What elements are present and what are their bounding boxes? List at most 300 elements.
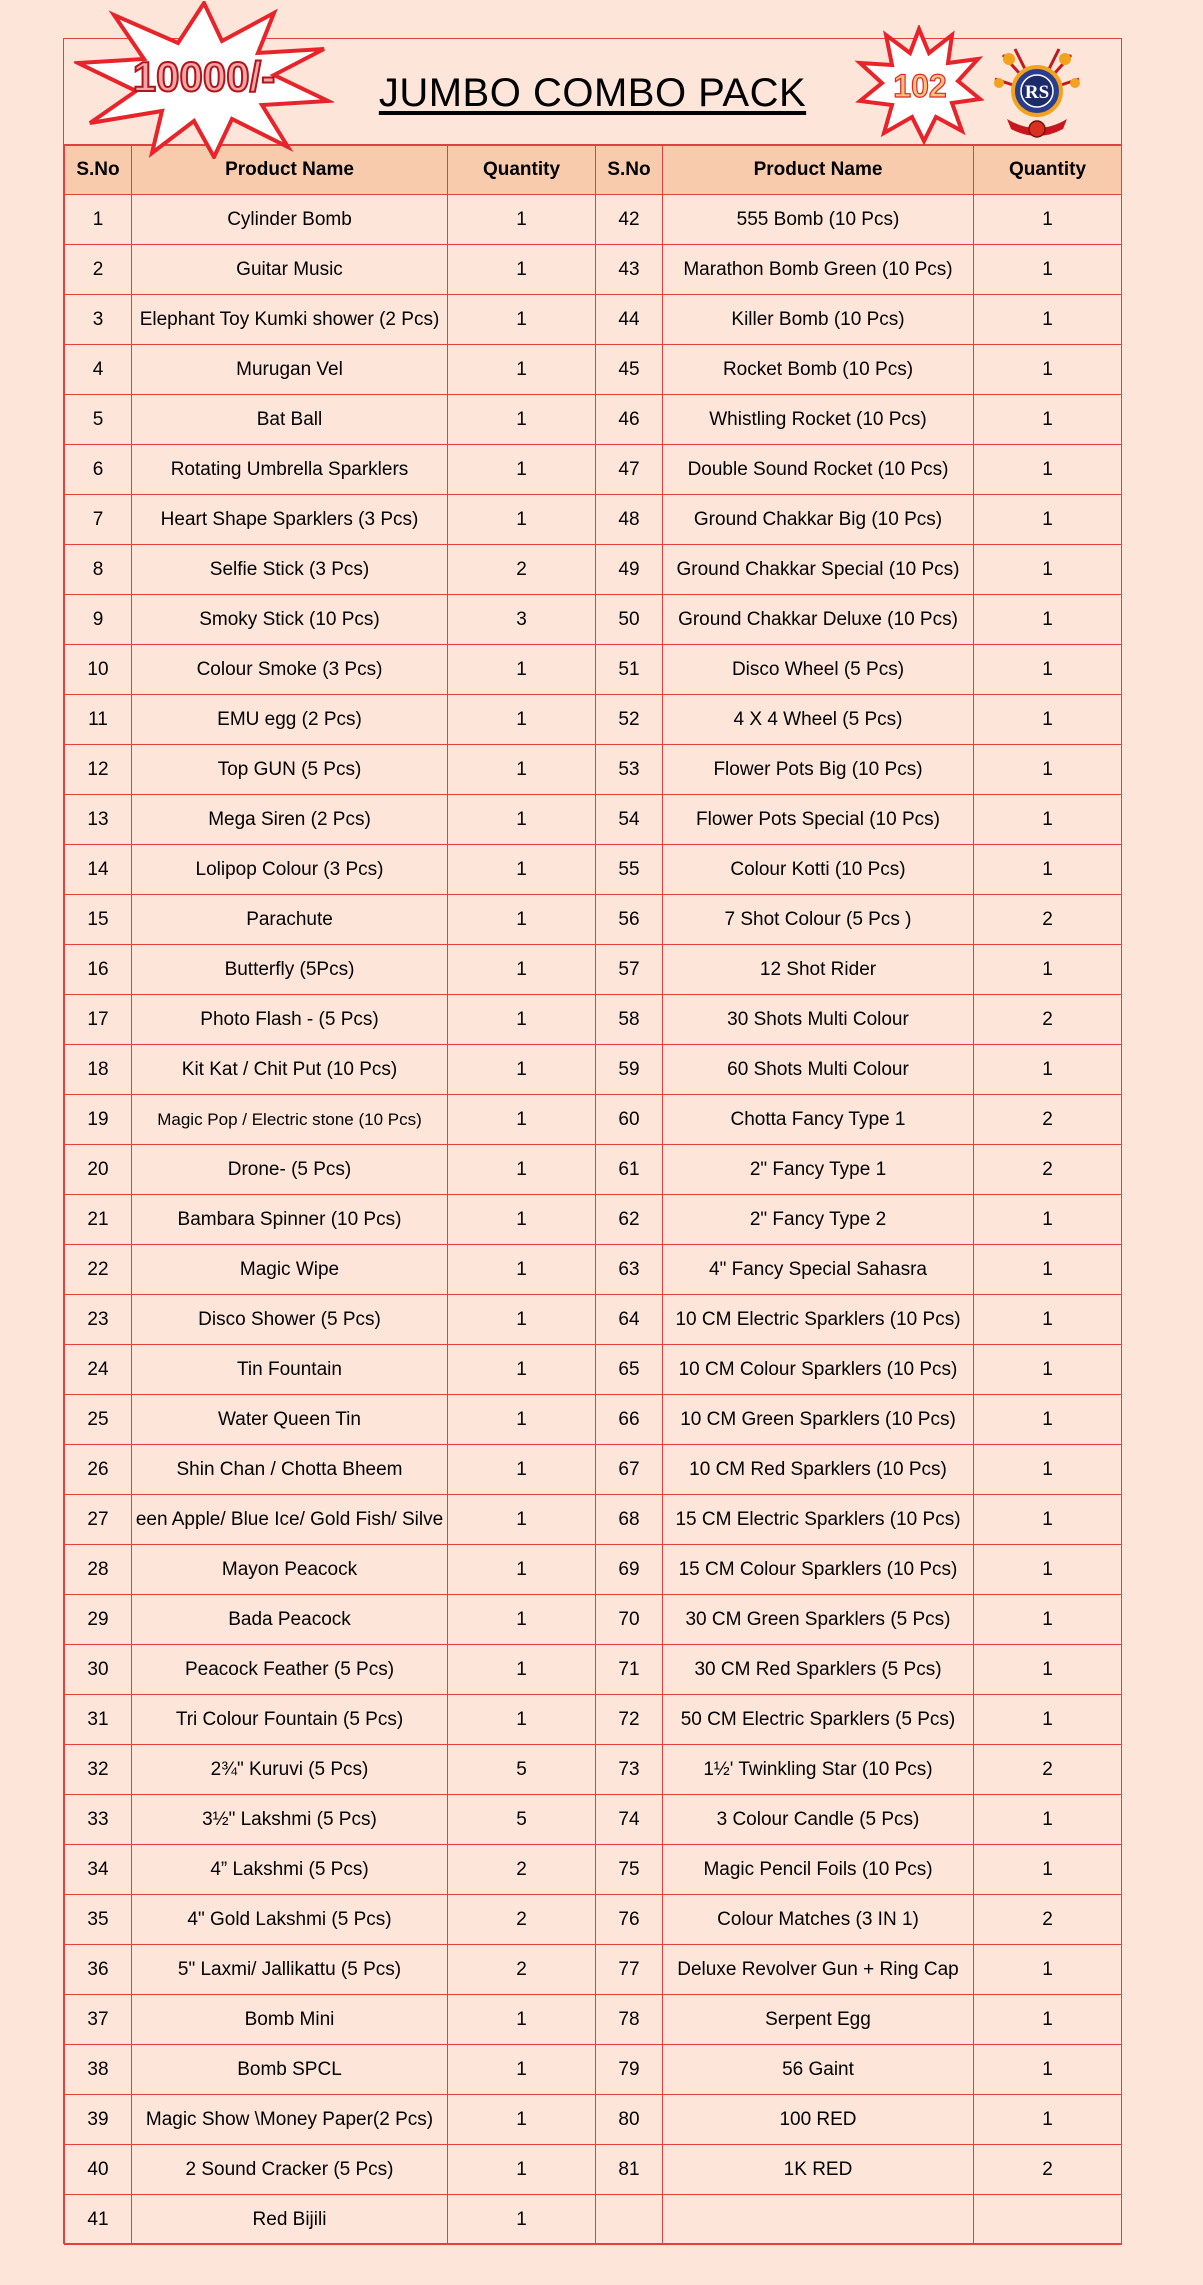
price-badge-text: 10000/- <box>132 53 276 100</box>
cell-product-name: 10 CM Red Sparklers (10 Pcs) <box>663 1445 974 1495</box>
cell-product-name: Flower Pots Special (10 Pcs) <box>663 795 974 845</box>
cell-sno: 19 <box>65 1095 132 1145</box>
cell-quantity: 1 <box>974 1695 1122 1745</box>
cell-sno: 50 <box>596 595 663 645</box>
cell-quantity: 1 <box>448 2095 596 2145</box>
cell-product-name: Guitar Music <box>132 245 448 295</box>
cell-sno: 28 <box>65 1545 132 1595</box>
cell-product-name: Cylinder Bomb <box>132 195 448 245</box>
cell-product-name: Killer Bomb (10 Pcs) <box>663 295 974 345</box>
cell-quantity: 1 <box>974 1445 1122 1495</box>
cell-sno: 75 <box>596 1845 663 1895</box>
table-row <box>65 545 1122 595</box>
cell-quantity: 1 <box>974 2045 1122 2095</box>
cell-sno: 11 <box>65 695 132 745</box>
cell-product-name: Peacock Feather (5 Pcs) <box>132 1645 448 1695</box>
cell-product-name: Smoky Stick (10 Pcs) <box>132 595 448 645</box>
table-row <box>65 495 1122 545</box>
cell-sno: 26 <box>65 1445 132 1495</box>
table-row <box>65 2045 1122 2095</box>
cell-quantity: 2 <box>974 895 1122 945</box>
cell-product-name: Magic Show \Money Paper(2 Pcs) <box>132 2095 448 2145</box>
cell-sno: 44 <box>596 295 663 345</box>
cell-quantity: 1 <box>974 2095 1122 2145</box>
cell-product-name: Drone- (5 Pcs) <box>132 1145 448 1195</box>
cell-quantity: 1 <box>974 1595 1122 1645</box>
cell-product-name: Colour Smoke (3 Pcs) <box>132 645 448 695</box>
cell-product-name: Ground Chakkar Special (10 Pcs) <box>663 545 974 595</box>
cell-product-name: Ground Chakkar Deluxe (10 Pcs) <box>663 595 974 645</box>
cell-sno: 79 <box>596 2045 663 2095</box>
cell-sno: 47 <box>596 445 663 495</box>
cell-quantity: 1 <box>448 1045 596 1095</box>
cell-product-name: een Apple/ Blue Ice/ Gold Fish/ Silve <box>132 1495 448 1545</box>
cell-quantity: 2 <box>974 2145 1122 2195</box>
cell-product-name: 4 X 4 Wheel (5 Pcs) <box>663 695 974 745</box>
cell-quantity: 5 <box>448 1795 596 1845</box>
logo-text: RS <box>1024 82 1050 103</box>
table-row <box>65 1695 1122 1745</box>
cell-quantity: 1 <box>974 1295 1122 1345</box>
cell-product-name: 10 CM Electric Sparklers (10 Pcs) <box>663 1295 974 1345</box>
cell-quantity: 1 <box>448 1695 596 1745</box>
table-row <box>65 1195 1122 1245</box>
cell-sno: 25 <box>65 1395 132 1445</box>
cell-sno: 51 <box>596 645 663 695</box>
cell-product-name: 7 Shot Colour (5 Pcs ) <box>663 895 974 945</box>
table-row <box>65 1945 1122 1995</box>
cell-sno: 23 <box>65 1295 132 1345</box>
table-row <box>65 845 1122 895</box>
table-row <box>65 1395 1122 1445</box>
cell-sno: 6 <box>65 445 132 495</box>
table-row <box>65 445 1122 495</box>
cell-product-name: Magic Pop / Electric stone (10 Pcs) <box>132 1095 448 1145</box>
cell-product-name: Top GUN (5 Pcs) <box>132 745 448 795</box>
cell-sno: 27 <box>65 1495 132 1545</box>
table-row <box>65 2195 1122 2245</box>
table-row <box>65 1645 1122 1695</box>
cell-product-name: Bomb SPCL <box>132 2045 448 2095</box>
cell-sno: 16 <box>65 945 132 995</box>
cell-quantity: 1 <box>448 1145 596 1195</box>
cell-product-name: 1½' Twinkling Star (10 Pcs) <box>663 1745 974 1795</box>
cell-sno: 8 <box>65 545 132 595</box>
table-row <box>65 295 1122 345</box>
cell-sno: 36 <box>65 1945 132 1995</box>
cell-quantity: 1 <box>448 1595 596 1645</box>
cell-sno: 63 <box>596 1245 663 1295</box>
cell-product-name: Rocket Bomb (10 Pcs) <box>663 345 974 395</box>
cell-product-name: Magic Pencil Foils (10 Pcs) <box>663 1845 974 1895</box>
cell-product-name: Disco Shower (5 Pcs) <box>132 1295 448 1345</box>
cell-quantity: 1 <box>448 2045 596 2095</box>
cell-quantity: 1 <box>974 1195 1122 1245</box>
cell-quantity: 2 <box>974 995 1122 1045</box>
cell-quantity: 1 <box>448 495 596 545</box>
column-header-product-left: Product Name <box>132 146 448 195</box>
cell-quantity: 2 <box>974 1145 1122 1195</box>
cell-product-name: Shin Chan / Chotta Bheem <box>132 1445 448 1495</box>
table-row <box>65 1595 1122 1645</box>
cell-sno <box>596 2195 663 2245</box>
cell-sno: 64 <box>596 1295 663 1345</box>
table-row <box>65 1095 1122 1145</box>
cell-sno: 59 <box>596 1045 663 1095</box>
cell-sno: 76 <box>596 1895 663 1945</box>
cell-product-name: 3 Colour Candle (5 Pcs) <box>663 1795 974 1845</box>
cell-sno: 37 <box>65 1995 132 2045</box>
cell-product-name: Double Sound Rocket (10 Pcs) <box>663 445 974 495</box>
cell-product-name: 10 CM Green Sparklers (10 Pcs) <box>663 1395 974 1445</box>
cell-quantity: 1 <box>974 1345 1122 1395</box>
cell-product-name: 15 CM Electric Sparklers (10 Pcs) <box>663 1495 974 1545</box>
cell-quantity: 2 <box>448 1895 596 1945</box>
rs-logo-icon <box>989 45 1085 141</box>
table-row <box>65 1895 1122 1945</box>
cell-quantity: 1 <box>974 945 1122 995</box>
cell-product-name: Serpent Egg <box>663 1995 974 2045</box>
cell-sno: 66 <box>596 1395 663 1445</box>
cell-product-name: Bat Ball <box>132 395 448 445</box>
cell-quantity: 1 <box>974 595 1122 645</box>
cell-quantity: 2 <box>974 1095 1122 1145</box>
cell-quantity: 1 <box>974 1245 1122 1295</box>
cell-quantity: 1 <box>448 1395 596 1445</box>
cell-sno: 48 <box>596 495 663 545</box>
cell-sno: 20 <box>65 1145 132 1195</box>
cell-quantity: 1 <box>448 645 596 695</box>
cell-sno: 33 <box>65 1795 132 1845</box>
cell-product-name: 30 Shots Multi Colour <box>663 995 974 1045</box>
table-row <box>65 245 1122 295</box>
cell-product-name: 30 CM Green Sparklers (5 Pcs) <box>663 1595 974 1645</box>
cell-sno: 31 <box>65 1695 132 1745</box>
table-row <box>65 1445 1122 1495</box>
cell-product-name: Flower Pots Big (10 Pcs) <box>663 745 974 795</box>
table-row <box>65 695 1122 745</box>
cell-sno: 30 <box>65 1645 132 1695</box>
cell-product-name <box>663 2195 974 2245</box>
page-title: JUMBO COMBO PACK <box>378 71 807 115</box>
cell-quantity: 1 <box>448 445 596 495</box>
cell-sno: 74 <box>596 1795 663 1845</box>
cell-quantity: 2 <box>448 1845 596 1895</box>
table-row <box>65 995 1122 1045</box>
cell-sno: 24 <box>65 1345 132 1395</box>
table-row <box>65 1795 1122 1845</box>
cell-product-name: Red Bijili <box>132 2195 448 2245</box>
table-row <box>65 645 1122 695</box>
count-burst-icon <box>854 25 984 145</box>
product-table <box>64 145 1122 2245</box>
table-row <box>65 2145 1122 2195</box>
cell-sno: 39 <box>65 2095 132 2145</box>
cell-sno: 65 <box>596 1345 663 1395</box>
cell-quantity: 1 <box>448 745 596 795</box>
cell-product-name: 50 CM Electric Sparklers (5 Pcs) <box>663 1695 974 1745</box>
cell-product-name: Disco Wheel (5 Pcs) <box>663 645 974 695</box>
cell-product-name: Bomb Mini <box>132 1995 448 2045</box>
cell-product-name: Whistling Rocket (10 Pcs) <box>663 395 974 445</box>
cell-quantity: 1 <box>974 695 1122 745</box>
cell-product-name: Butterfly (5Pcs) <box>132 945 448 995</box>
cell-sno: 38 <box>65 2045 132 2095</box>
cell-sno: 32 <box>65 1745 132 1795</box>
table-row <box>65 1345 1122 1395</box>
cell-sno: 54 <box>596 795 663 845</box>
cell-product-name: Chotta Fancy Type 1 <box>663 1095 974 1145</box>
cell-product-name: Mayon Peacock <box>132 1545 448 1595</box>
column-header-quantity-left: Quantity <box>448 146 596 195</box>
cell-quantity: 1 <box>448 895 596 945</box>
cell-sno: 34 <box>65 1845 132 1895</box>
cell-quantity: 1 <box>448 345 596 395</box>
cell-quantity: 1 <box>974 345 1122 395</box>
cell-product-name: Parachute <box>132 895 448 945</box>
cell-product-name: Heart Shape Sparklers (3 Pcs) <box>132 495 448 545</box>
cell-sno: 13 <box>65 795 132 845</box>
cell-quantity: 1 <box>974 795 1122 845</box>
cell-sno: 1 <box>65 195 132 245</box>
cell-product-name: 15 CM Colour Sparklers (10 Pcs) <box>663 1545 974 1595</box>
cell-quantity: 1 <box>974 445 1122 495</box>
cell-sno: 62 <box>596 1195 663 1245</box>
cell-quantity: 1 <box>974 195 1122 245</box>
cell-quantity: 1 <box>448 245 596 295</box>
cell-sno: 15 <box>65 895 132 945</box>
cell-sno: 77 <box>596 1945 663 1995</box>
column-header-sno-left: S.No <box>65 146 132 195</box>
cell-product-name: Marathon Bomb Green (10 Pcs) <box>663 245 974 295</box>
table-row <box>65 1495 1122 1545</box>
cell-quantity: 1 <box>974 1395 1122 1445</box>
table-row <box>65 2095 1122 2145</box>
cell-product-name: Magic Wipe <box>132 1245 448 1295</box>
cell-product-name: Ground Chakkar Big (10 Pcs) <box>663 495 974 545</box>
cell-quantity: 1 <box>974 1845 1122 1895</box>
cell-quantity: 1 <box>448 845 596 895</box>
cell-quantity: 1 <box>974 545 1122 595</box>
cell-product-name: EMU egg (2 Pcs) <box>132 695 448 745</box>
cell-product-name: Bada Peacock <box>132 1595 448 1645</box>
cell-sno: 49 <box>596 545 663 595</box>
cell-quantity: 1 <box>448 1645 596 1695</box>
cell-quantity: 1 <box>974 845 1122 895</box>
cell-quantity: 2 <box>448 545 596 595</box>
cell-sno: 67 <box>596 1445 663 1495</box>
cell-sno: 43 <box>596 245 663 295</box>
cell-quantity: 1 <box>448 1245 596 1295</box>
cell-product-name: Kit Kat / Chit Put (10 Pcs) <box>132 1045 448 1095</box>
combo-pack-sheet <box>63 38 1122 2244</box>
cell-sno: 3 <box>65 295 132 345</box>
cell-product-name: 2 Sound Cracker (5 Pcs) <box>132 2145 448 2195</box>
cell-sno: 29 <box>65 1595 132 1645</box>
cell-quantity: 1 <box>974 295 1122 345</box>
cell-quantity: 1 <box>974 645 1122 695</box>
cell-quantity: 1 <box>974 1795 1122 1845</box>
cell-quantity: 1 <box>974 1945 1122 1995</box>
cell-quantity: 1 <box>974 1545 1122 1595</box>
cell-sno: 5 <box>65 395 132 445</box>
cell-quantity: 1 <box>448 945 596 995</box>
table-row <box>65 1995 1122 2045</box>
cell-sno: 46 <box>596 395 663 445</box>
cell-sno: 56 <box>596 895 663 945</box>
cell-sno: 41 <box>65 2195 132 2245</box>
cell-sno: 4 <box>65 345 132 395</box>
cell-product-name: Water Queen Tin <box>132 1395 448 1445</box>
cell-sno: 52 <box>596 695 663 745</box>
table-row <box>65 1745 1122 1795</box>
cell-quantity: 1 <box>448 1095 596 1145</box>
cell-sno: 55 <box>596 845 663 895</box>
cell-sno: 42 <box>596 195 663 245</box>
cell-quantity: 5 <box>448 1745 596 1795</box>
cell-quantity: 1 <box>448 995 596 1045</box>
cell-sno: 78 <box>596 1995 663 2045</box>
cell-quantity: 1 <box>448 2195 596 2245</box>
table-row <box>65 595 1122 645</box>
cell-product-name: Rotating Umbrella Sparklers <box>132 445 448 495</box>
cell-sno: 12 <box>65 745 132 795</box>
cell-quantity: 1 <box>974 1995 1122 2045</box>
cell-sno: 58 <box>596 995 663 1045</box>
cell-sno: 71 <box>596 1645 663 1695</box>
cell-sno: 10 <box>65 645 132 695</box>
table-row <box>65 1295 1122 1345</box>
count-badge-text: 102 <box>893 68 947 104</box>
table-row <box>65 1145 1122 1195</box>
cell-product-name: 56 Gaint <box>663 2045 974 2095</box>
cell-sno: 2 <box>65 245 132 295</box>
cell-quantity: 1 <box>448 1445 596 1495</box>
cell-product-name: 5" Laxmi/ Jallikattu (5 Pcs) <box>132 1945 448 1995</box>
cell-sno: 22 <box>65 1245 132 1295</box>
cell-product-name: Deluxe Revolver Gun + Ring Cap <box>663 1945 974 1995</box>
cell-quantity: 1 <box>974 495 1122 545</box>
cell-product-name: 30 CM Red Sparklers (5 Pcs) <box>663 1645 974 1695</box>
cell-sno: 21 <box>65 1195 132 1245</box>
cell-quantity: 1 <box>448 2145 596 2195</box>
cell-product-name: 2" Fancy Type 1 <box>663 1145 974 1195</box>
cell-quantity: 1 <box>448 195 596 245</box>
cell-sno: 80 <box>596 2095 663 2145</box>
table-row <box>65 1845 1122 1895</box>
table-row <box>65 945 1122 995</box>
cell-quantity: 1 <box>448 295 596 345</box>
cell-sno: 53 <box>596 745 663 795</box>
table-row <box>65 745 1122 795</box>
table-row <box>65 895 1122 945</box>
cell-sno: 57 <box>596 945 663 995</box>
cell-quantity: 1 <box>448 695 596 745</box>
cell-quantity: 1 <box>448 1495 596 1545</box>
cell-quantity: 1 <box>974 1045 1122 1095</box>
cell-sno: 40 <box>65 2145 132 2195</box>
cell-product-name: Photo Flash - (5 Pcs) <box>132 995 448 1045</box>
cell-product-name: Lolipop Colour (3 Pcs) <box>132 845 448 895</box>
table-row <box>65 395 1122 445</box>
cell-product-name: Bambara Spinner (10 Pcs) <box>132 1195 448 1245</box>
cell-sno: 61 <box>596 1145 663 1195</box>
cell-product-name: Mega Siren (2 Pcs) <box>132 795 448 845</box>
cell-quantity: 1 <box>974 245 1122 295</box>
cell-product-name: 4" Fancy Special Sahasra <box>663 1245 974 1295</box>
sheet-header <box>64 39 1121 145</box>
cell-sno: 14 <box>65 845 132 895</box>
cell-quantity: 1 <box>448 1195 596 1245</box>
cell-product-name: 100 RED <box>663 2095 974 2145</box>
cell-product-name: 60 Shots Multi Colour <box>663 1045 974 1095</box>
cell-product-name: 2¾" Kuruvi (5 Pcs) <box>132 1745 448 1795</box>
cell-quantity: 3 <box>448 595 596 645</box>
cell-product-name: 4" Gold Lakshmi (5 Pcs) <box>132 1895 448 1945</box>
cell-sno: 7 <box>65 495 132 545</box>
cell-quantity <box>974 2195 1122 2245</box>
cell-quantity: 1 <box>448 1995 596 2045</box>
table-row <box>65 195 1122 245</box>
cell-quantity: 1 <box>974 745 1122 795</box>
cell-sno: 70 <box>596 1595 663 1645</box>
column-header-product-right: Product Name <box>663 146 974 195</box>
cell-product-name: 3½" Lakshmi (5 Pcs) <box>132 1795 448 1845</box>
cell-sno: 35 <box>65 1895 132 1945</box>
cell-sno: 9 <box>65 595 132 645</box>
table-row <box>65 795 1122 845</box>
cell-quantity: 2 <box>448 1945 596 1995</box>
cell-quantity: 1 <box>448 395 596 445</box>
cell-quantity: 1 <box>448 1295 596 1345</box>
cell-sno: 68 <box>596 1495 663 1545</box>
cell-quantity: 1 <box>448 1545 596 1595</box>
cell-quantity: 1 <box>974 1645 1122 1695</box>
table-row <box>65 345 1122 395</box>
cell-product-name: Elephant Toy Kumki shower (2 Pcs) <box>132 295 448 345</box>
cell-quantity: 1 <box>974 395 1122 445</box>
cell-sno: 81 <box>596 2145 663 2195</box>
cell-quantity: 2 <box>974 1895 1122 1945</box>
cell-sno: 60 <box>596 1095 663 1145</box>
cell-sno: 69 <box>596 1545 663 1595</box>
cell-sno: 17 <box>65 995 132 1045</box>
cell-product-name: 4” Lakshmi (5 Pcs) <box>132 1845 448 1895</box>
cell-product-name: 10 CM Colour Sparklers (10 Pcs) <box>663 1345 974 1395</box>
column-header-sno-right: S.No <box>596 146 663 195</box>
cell-product-name: Tin Fountain <box>132 1345 448 1395</box>
cell-product-name: 1K RED <box>663 2145 974 2195</box>
cell-sno: 72 <box>596 1695 663 1745</box>
cell-product-name: Tri Colour Fountain (5 Pcs) <box>132 1695 448 1745</box>
cell-product-name: 2" Fancy Type 2 <box>663 1195 974 1245</box>
cell-quantity: 2 <box>974 1745 1122 1795</box>
table-row <box>65 1545 1122 1595</box>
cell-product-name: Colour Kotti (10 Pcs) <box>663 845 974 895</box>
cell-sno: 73 <box>596 1745 663 1795</box>
cell-sno: 18 <box>65 1045 132 1095</box>
column-header-quantity-right: Quantity <box>974 146 1122 195</box>
cell-product-name: Murugan Vel <box>132 345 448 395</box>
cell-quantity: 1 <box>448 1345 596 1395</box>
cell-sno: 45 <box>596 345 663 395</box>
cell-product-name: Selfie Stick (3 Pcs) <box>132 545 448 595</box>
table-row <box>65 1045 1122 1095</box>
cell-product-name: Colour Matches (3 IN 1) <box>663 1895 974 1945</box>
cell-quantity: 1 <box>448 795 596 845</box>
cell-quantity: 1 <box>974 1495 1122 1545</box>
cell-product-name: 12 Shot Rider <box>663 945 974 995</box>
